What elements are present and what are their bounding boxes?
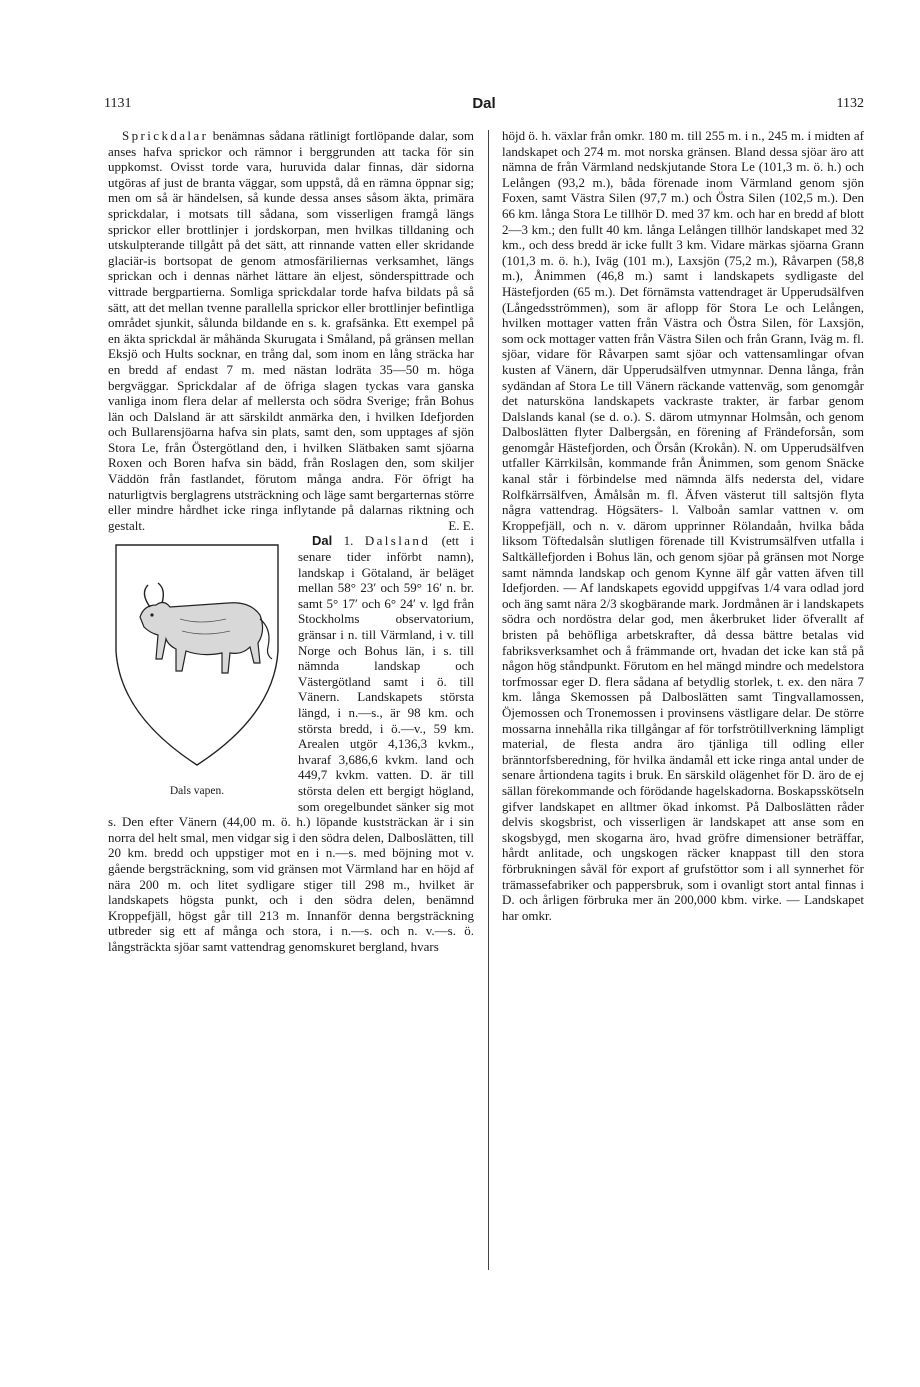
page-number-right: 1132 (836, 96, 864, 111)
page-header (104, 96, 864, 116)
entry-number: 1. (332, 533, 365, 549)
column-divider (488, 130, 489, 1270)
figure-caption: Dals vapen. (169, 784, 225, 797)
right-column (502, 128, 864, 1278)
headword-sprickdalar: Sprickdalar (122, 128, 209, 143)
article-dal-continued: höjd ö. h. växlar från omkr. 180 m. till 255 m. i n., 245 m. i midten af landskapet och 274 m. mot norska gränsen. Bland dessa sjöar äro att nämna de från Värmland nedskjutande Stora Le (101,3 m. ö. h.) och Lelången (93,2 m.), båda förenade inom Värmland genom sjön Foxen, samt Västra Silen (97,7 m.) och Östra Silen (102,5 m.). Den 66 km. långa Stora Le tillhör D. med 37 km. och har en bredd af blott 2—3 km.; den fullt 40 km. långa Lelången tillhör landskapet med 32 km., och dess bredd är icke fullt 3 km. Vidare märkas sjöarna Grann (101,3 m. ö. h.), Iväg (101 m.), Laxsjön (75,2 m.), Råvarpen (58,8 m.), Ånimmen (46,8 m.) samt i landskapets sydligaste del Hästefjorden (65 m.). Det förnämsta vattendraget är Upperudsälfven (Långedsströmmen), som är aflopp för Stora Le och Lelången, hvilken mottager vatten från Västra och Östra Silen, för Laxsjön, som ock mottager vatten från Västra Silen och från Grann, Iväg m. fl. sjöar, vidare för Råvarpen samt sjöar och vattensamlingar ofvan kusten af Vänern, där Upperudsälfven utmynnar. Denna långa, från sydändan af Stora Le till Vänern räckande vattenväg, som genomgår det natursköna landskapets vackraste trakter, är farbar genom Dalslands kanal (se d. o.). S. därom utmynnar Holmsån, och genom Dalboslätten flyter Dalbergsån, en förening af Frändeforsån, som genomgår Hästefjorden, och Örsån (Krokån). N. om Upperudsälfven utfaller Kärrkilsån, kommande från Ånimmen, som genom Snäcke kanal står i förbindelse med nämnda älfs nedersta del, vidare Rolfkärrsälfven, Åmålsån m. fl. Äfven västerut till saltsjön flyta några vattendrag. Högsäters- l. Valboån samlar vattnen v. om Kroppefjäll, och n. v. därom upprinner Rölandaån, hvilka båda liksom Töftedalsån slutligen förenade till Kvistrumsälfven utfalla i Saltkällefjorden i Bohus län, och genom sjöar på gränsen mot Norge samt nämnda landskap och genom Kynne älf går vatten äfven till Idefjorden. — Af landskapets egovidd uppgifvas 1/4 vara odlad jord och äng samt nära 2/3 skogbärande mark. Jordmånen är i landskapets södra och nordöstra delar god, men åkerbruket lider öfverallt af bristen på behöfliga arbetskrafter, då dessa bättre betalas vid fabriksverksamhet och å främmande ort, hvadan det icke kan stå på någon hög ståndpunkt. Förutom en hel mängd mindre och medelstora torfmossar eger D. flera sådana af betydlig storlek, t. ex. den nära 7 km. långa Skemossen på Dalboslätten samt Tingvallamossen, Öjemossen och Tronemossen i provinsens västligare delar. De större mossarna innehålla rika tillgångar af för torfströtillverkning lämpligt material, de flesta andra äro tjänliga till odling eller bränntorfsberedning, för hvilka ändamål ett icke ringa antal under de senare årtiondena tagits i bruk. En särskild olägenhet för D. äro de ej sällan förekommande och förödande hagelskadorna. Boskapsskötseln gifver landskapet en alltmer ökad inkomst. På Dalboslätten råder delvis skogsbrist, och visserligen är landskapet att anse som en skogsbygd, men skogarna äro, hvad gröfre dimensioner beträffar, hårdt anlitade, och ungskogen räcker knappast till den stora förbrukningen såväl för export af grufstöttor som i all synnerhet för trämassefabriker och pappersbruk, som i ovanligt stort antal finnas i D. och årligen förbruka mer än 200,000 kbm. virke. — Landskapet har omkr. (502, 128, 864, 923)
article-sprickdalar (108, 128, 474, 533)
page-number-left: 1131 (104, 96, 132, 111)
article-sprickdalar-text: benämnas sådana rätlinigt fortlöpande dalar, som anses hafva sprickor och rämnor i berggrunden att tacka för sin uppkomst. Ovisst torde vara, huruvida dalar finnas, där sidorna utgöras af just de branta väggar, som uppstå, då en rämna öppnar sig; men om så är händelsen, så kunde dessa anses såsom äkta, primära sprickdalar, i motsats till sådana, som visserligen framgå längs sprickor eller brottlinjer i jordskorpan, men hvilkas tilldaning och utskulpterande tillgått på det sätt, att rinnande vatten eller skridande glaciär-is bortsopat de genom atmosfäriliernas verksamhet, längs sprickan och i dennas närhet lättare än eljest, sönderspittrade och vittrade bergpartierna. Somliga sprickdalar torde hafva bildats på så sätt, att det mellan tvenne parallella sprickor eller brottlinjer befintliga området sjunkit, sålunda bildande en s. k. grafsänka. Ett exempel på en äkta sprickdal är måhända Skurugata i Småland, på gränsen mellan Eksjö och Hults socknar, en trång dal, som inom en lång sträcka har en bredd af endast 7 m. med nästan lodräta 35—50 m. höga bergväggar. Sprickdalar af de öfriga slagen tyckas vara ganska vanliga inom flera delar af mellersta och södra Sverige; från Bohus län och Dalsland är att särskildt anmärka den, i hvilken Idefjorden och Bullarensjöarna hafva sin plats, samt den, som upptages af sjön Stora Le, från Östergötland den, i hvilken Slätbaken samt sjöarna Roxen och Boren hafva sin bädd, från Roslagen den, som skiljer Väddön från fastlandet, förutom många andra. För öfrigt ha naturligtvis berglagrens utsträckning och läge samt bergarternas större eller mindre hårdhet icke ringa inflytande på dalarnas riktning och gestalt. (108, 128, 474, 533)
coat-of-arms-figure (108, 539, 286, 799)
author-signature: E. E. (448, 517, 474, 533)
article-dal-text: (ett i senare tider införbt namn), landskap i Götaland, är beläget mellan 58° 23′ och 59° 16′ n. br. samt 5° 17′ och 6° 24′ v. lgd från Stockholms observatorium, gränsar i n. till Värmland, i v. till Norge och Bohus län, i s. till nämnda landskap och Västergötland samt i ö. till Vänern. Landskapets största längd, i n.—s., är 98 km. och största bredd, i ö.—v., 59 km. Arealen utgör 4,136,3 kvkm., hvaraf 3,686,6 kvkm. land och 449,7 kvkm. vatten. D. är till största delen ett bergigt högland, som oregelbundet sänker sig mot s. Den efter Vänern (44,00 m. ö. h.) löpande kuststräckan är i sin norra del helt smal, men vidgar sig i den södra delen, Dalboslätten, till 20 km. bredd och uppstiger mot en i n.—s. med böjning mot v. gående bergsträckning, som vid gränsen mot Värmland har en höjd af nära 200 m. och litet sydligare stiger till 298 m., hvilket är landskapets högsta punkt, och i den södra delen, benämnd Kroppefjäll, högst går till 213 m. Innanför denna bergsträckning utbreder sig ett af många och stora, i n.—s. och n. v.—s. ö. långsträckta sjöar samt vattendrag genomskuret bergland, hvars (108, 533, 474, 954)
left-column (108, 128, 474, 1278)
headword-dalsland: Dalsland (364, 533, 431, 549)
lemma-dal: Dal (312, 533, 333, 549)
running-title: Dal (472, 95, 496, 112)
dalsland-coat-of-arms-illustration (110, 539, 284, 771)
